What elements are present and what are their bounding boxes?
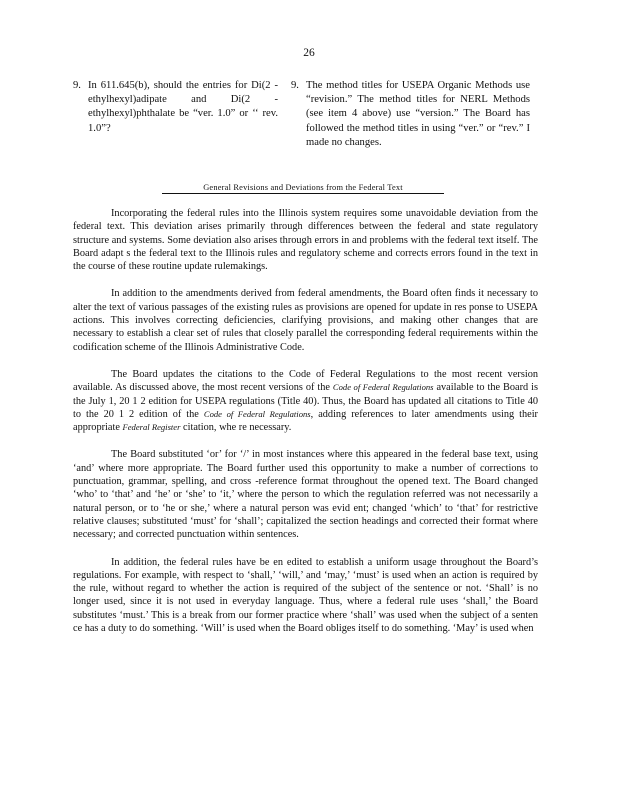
table-right-column — [291, 79, 530, 150]
paragraph-3-part-c: , adding references to later amendments using their appropriate — [73, 408, 538, 434]
paragraph-5: In addition, the federal rules have be en edited to establish a uniform usage throughout the Board’s regulations. For example, with respect to ‘shall,’ ‘will,’ and ‘may,’ ‘must’ is used when an action is required by the rule, without regard to whether the action is required of the subject of the sentence or not. ‘Shall’ is no longer used, since it is not used in everyday language. Thus, where a federal rule uses ‘shall,’ the Board substitutes ‘must.’ This is a break from our former practice where ‘shall’ was used when the subject of a senten ce has a duty to do something. ‘Will’ is used when the Board obliges itself to do something. ‘May’ is used when — [73, 556, 538, 635]
federal-register-title: Federal Register — [122, 422, 181, 433]
paragraph-1: Incorporating the federal rules into the Illinois system requires some unavoidable deviation from the federal text. This deviation arises primarily through differences between the federal and state regulatory structure and systems. Some deviation also arises through errors in and problems with the federal text itself. The Board adapt s the federal text to the Illinois rules and regulatory scheme and corrects errors found in the text in the course of these routine update rulemakings. — [73, 208, 538, 273]
body-text — [73, 207, 538, 649]
paragraph-3-part-d: citation, whe re necessary. — [180, 422, 292, 434]
paragraph-2: In addition to the amendments derived from federal amendments, the Board often finds it necessary to alter the text of various passages of the existing rules as provisions are opened for update in res ponse to USEPA actions. This involves correcting deficiencies, clarifying provisions, and making other changes that are necessary to establish a clear set of rules that closely parallel the corresponding federal requirements within the codification scheme of the Illinois Administrative Code. — [73, 288, 538, 353]
right-item-text: The method titles for USEPA Organic Methods use “revision.” The method titles for NERL Methods (see item 4 above) use “version.” The Board has followed the method titles in using “ver.” or “rev.” I made no changes. — [306, 80, 530, 148]
section-heading: General Revisions and Deviations from the Federal Text — [162, 183, 444, 194]
paragraph-3-part-a: The Board updates the citations to the Code of Federal Regulations to the most recent version available. As discussed above, the most recent versions of the — [73, 368, 538, 394]
page-number: 26 — [303, 47, 315, 59]
left-item — [73, 79, 278, 136]
cfr-title-2: Code of Federal Regulations — [203, 408, 311, 419]
paragraph-3 — [73, 368, 538, 434]
table-left-column — [73, 79, 278, 136]
left-item-text: In 611.645(b), should the entries for Di(2 -ethylhexyl)adipate and Di(2 - ethylhexyl)phthalate be “ver. 1.0” or ‘‘ rev. 1.0”? — [88, 80, 278, 134]
paragraph-4: The Board substituted ‘or’ for ‘/’ in most instances where this appeared in the federal base text, using ‘and’ where more appropriate. The Board further used this opportunity to make a number of corrections to punctuation, grammar, spelling, and cross -reference format throughout the opened text. The Board changed ‘who’ to ‘that’ and ‘he’ or ‘she’ to ‘it,’ where the person to which the regulation referred was not necessarily a natural person, or to ‘he or she,’ where a natural person was evid ent; changed ‘which’ to ‘that’ for restrictive relative clauses; substituted ‘must’ for ‘shall’; capitalized the section headings and corrected their format where necessary; and corrected punctuation within sentences. — [73, 449, 538, 541]
right-item-number: 9. — [291, 80, 299, 91]
cfr-title-1: Code of Federal Regulations — [332, 382, 434, 393]
left-item-number: 9. — [73, 80, 81, 91]
right-item — [291, 79, 530, 150]
paragraph-3-part-b: available to the Board is the July 1, 20 1 2 edition for USEPA regulations (Title 40). Thus, the Board has updated all citations to Title 40 to the 20 1 2 edition of the — [73, 382, 538, 420]
